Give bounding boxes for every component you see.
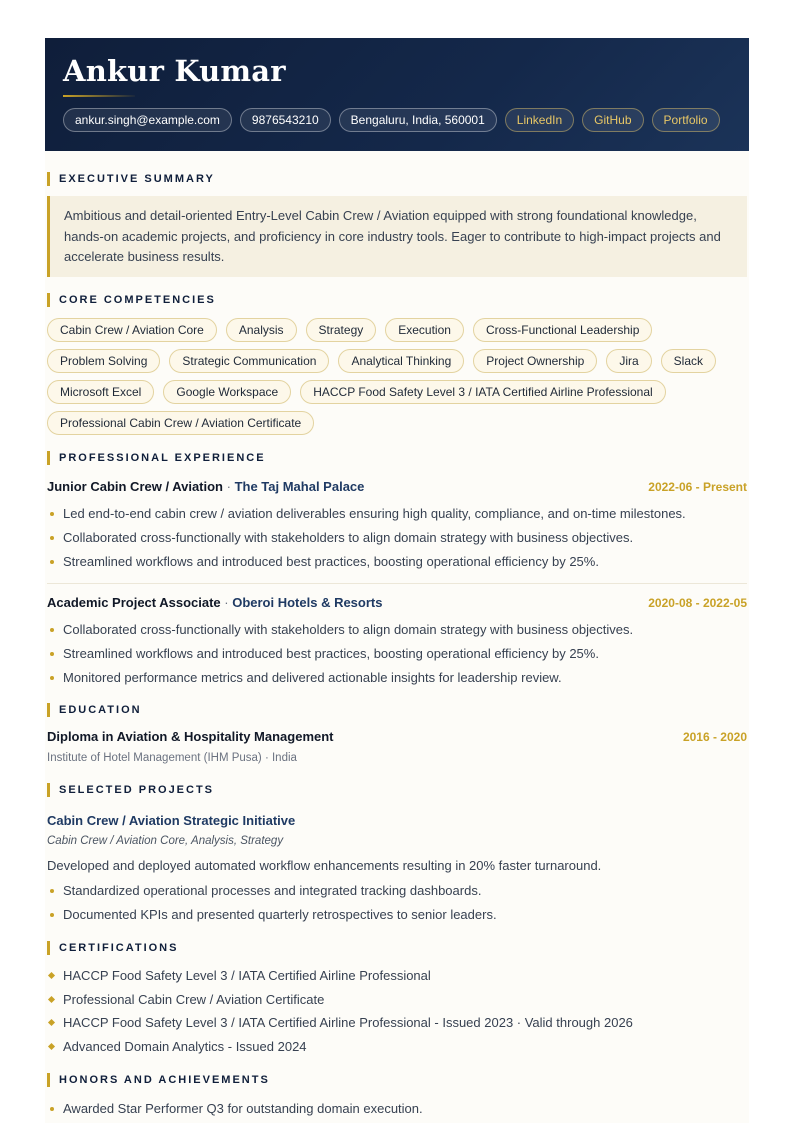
competency-tag: Cross-Functional Leadership: [473, 318, 652, 342]
job-dates: 2020-08 - 2022-05: [648, 596, 747, 610]
summary-box: Ambitious and detail-oriented Entry-Level Cabin Crew / Aviation equipped with strong foundational knowledge, hands-on academic projects, and proficiency in core industry tools. Eager to contribute to high-impact projects and accelerate business results.: [47, 196, 747, 277]
institution-name: Institute of Hotel Management (IHM Pusa) · India: [47, 752, 297, 764]
competency-tag: Professional Cabin Crew / Aviation Certificate: [47, 411, 314, 435]
competency-tag: Google Workspace: [163, 380, 291, 404]
project-tech: Cabin Crew / Aviation Core, Analysis, Strategy: [47, 835, 284, 847]
competency-tag: Problem Solving: [47, 349, 160, 373]
job-company: The Taj Mahal Palace: [234, 479, 365, 494]
competency-tag: HACCP Food Safety Level 3 / IATA Certified Airline Professional: [300, 380, 666, 404]
location-chip: Bengaluru, India, 560001: [339, 108, 497, 132]
honor-item: Awarded Star Performer Q3 for outstanding domain execution.: [47, 1097, 747, 1121]
competency-tag: Strategy: [306, 318, 377, 342]
job-bullet: Collaborated cross-functionally with stakeholders to align domain strategy with business objectives.: [47, 526, 747, 550]
competency-tags: [47, 318, 747, 435]
job-title: Academic Project Associate: [47, 595, 221, 610]
job-dates: 2022-06 - Present: [648, 480, 747, 494]
job-header: [47, 479, 747, 494]
portfolio-link[interactable]: Portfolio: [652, 108, 720, 132]
certification-item: Advanced Domain Analytics - Issued 2024: [47, 1035, 747, 1059]
project-bullets: [47, 879, 747, 927]
linkedin-link[interactable]: LinkedIn: [505, 108, 574, 132]
certification-item: HACCP Food Safety Level 3 / IATA Certified Airline Professional - Issued 2023 · Valid through 2026: [47, 1011, 747, 1035]
section-title-projects: SELECTED PROJECTS: [47, 783, 214, 797]
project-description: Developed and deployed automated workflow enhancements resulting in 20% faster turnaround.: [47, 858, 602, 873]
phone-chip[interactable]: 9876543210: [240, 108, 331, 132]
honors-list: [47, 1097, 747, 1121]
section-title-summary: EXECUTIVE SUMMARY: [47, 172, 215, 186]
candidate-name: Ankur Kumar: [63, 54, 286, 88]
competency-tag: Jira: [606, 349, 651, 373]
section-title-certifications: CERTIFICATIONS: [47, 941, 178, 955]
degree-name: Diploma in Aviation & Hospitality Management: [47, 729, 334, 744]
project-bullet: Documented KPIs and presented quarterly retrospectives to senior leaders.: [47, 903, 747, 927]
competency-tag: Cabin Crew / Aviation Core: [47, 318, 217, 342]
section-title-education: EDUCATION: [47, 703, 142, 717]
email-chip[interactable]: ankur.singh@example.com: [63, 108, 232, 132]
job-title-line: Junior Cabin Crew / Aviation · The Taj Mahal Palace: [47, 479, 365, 494]
competency-tag: Execution: [385, 318, 464, 342]
competency-tag: Slack: [661, 349, 716, 373]
resume-page: [45, 0, 749, 1123]
job-divider: [47, 583, 747, 584]
section-title-experience: PROFESSIONAL EXPERIENCE: [47, 451, 266, 465]
job-bullet: Streamlined workflows and introduced best practices, boosting operational efficiency by 25%.: [47, 550, 747, 574]
job-header: [47, 595, 747, 610]
competency-tag: Microsoft Excel: [47, 380, 154, 404]
project-title: Cabin Crew / Aviation Strategic Initiative: [47, 813, 296, 828]
job-title-line: Academic Project Associate · Oberoi Hotels & Resorts: [47, 595, 383, 610]
project-bullet: Standardized operational processes and integrated tracking dashboards.: [47, 879, 747, 903]
section-title-competencies: CORE COMPETENCIES: [47, 293, 216, 307]
job-bullets: [47, 502, 747, 574]
github-link[interactable]: GitHub: [582, 108, 643, 132]
education-header: [47, 729, 747, 744]
job-title: Junior Cabin Crew / Aviation: [47, 479, 224, 494]
resume-header: [45, 38, 749, 151]
job-bullet: Led end-to-end cabin crew / aviation deliverables ensuring high quality, compliance, and on-time milestones.: [47, 502, 747, 526]
education-dates: 2016 - 2020: [682, 730, 747, 744]
contact-bar: [63, 108, 720, 132]
job-bullet: Streamlined workflows and introduced best practices, boosting operational efficiency by 25%.: [47, 642, 747, 666]
job-bullets: [47, 618, 747, 690]
job-bullet: Collaborated cross-functionally with stakeholders to align domain strategy with business objectives.: [47, 618, 747, 642]
resume-body: [45, 151, 749, 1123]
certification-item: HACCP Food Safety Level 3 / IATA Certified Airline Professional: [47, 964, 747, 988]
competency-tag: Analysis: [226, 318, 297, 342]
job-company: Oberoi Hotels & Resorts: [232, 595, 383, 610]
certification-item: Professional Cabin Crew / Aviation Certificate: [47, 988, 747, 1012]
job-bullet: Monitored performance metrics and delivered actionable insights for leadership review.: [47, 666, 747, 690]
name-underline: [63, 95, 135, 97]
competency-tag: Strategic Communication: [169, 349, 329, 373]
competency-tag: Project Ownership: [473, 349, 597, 373]
competency-tag: Analytical Thinking: [338, 349, 464, 373]
section-title-honors: HONORS AND ACHIEVEMENTS: [47, 1073, 270, 1087]
certification-list: [47, 964, 747, 1058]
